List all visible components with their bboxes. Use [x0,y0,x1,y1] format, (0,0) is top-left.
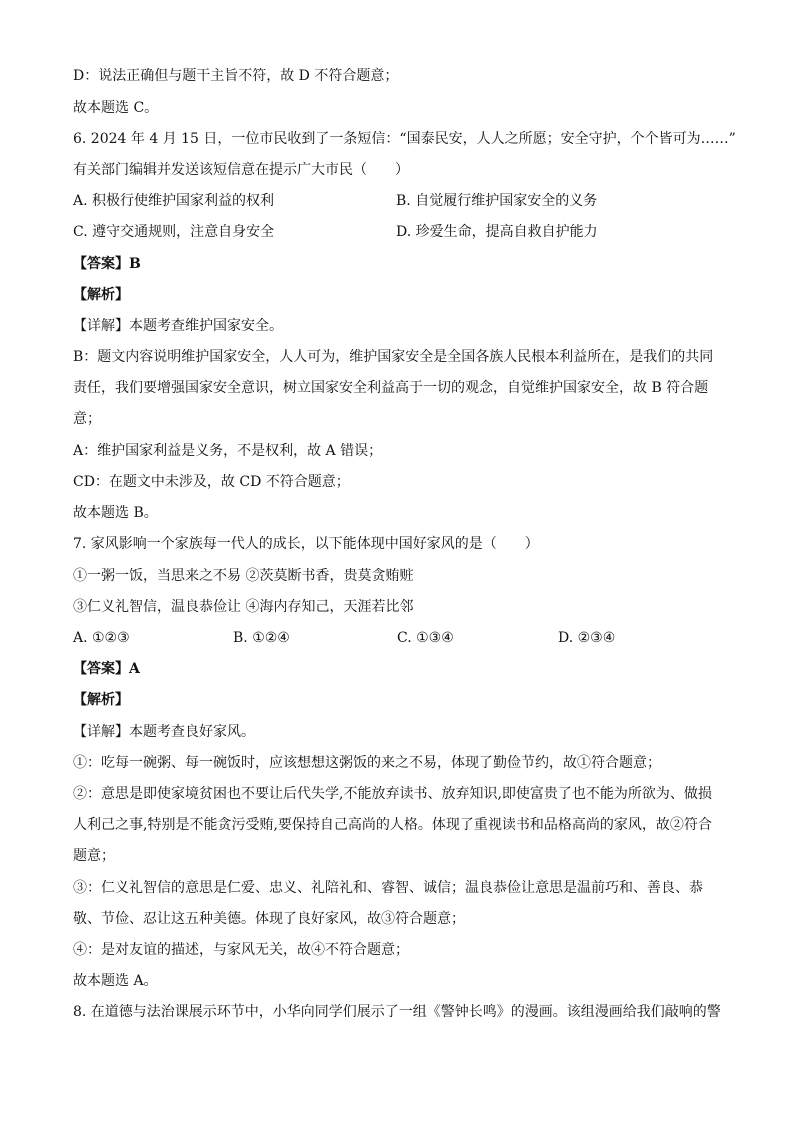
q6-conclusion: 故本题选 B。 [73,505,158,521]
q7-statement: ①一粥一饭，当思来之不易 ②茨莫断书香，贵莫贪贿赃 [73,568,414,584]
q6-explanation: 意； [73,411,101,427]
q7-explanation: 题意； [73,848,115,864]
q7-conclusion: 故本题选 A。 [73,973,158,989]
question-6-stem: 6. 2024 年 4 月 15 日，一位市民收到了一条短信：“国泰民安，人人之所愿；安全守护，个个皆可为……” [73,131,736,147]
text-line: 故本题选 C。 [73,100,159,116]
q7-explanation: ②：意思是即使家境贫困也不要让后代失学,不能放弃读书、放弃知识,即使富贵了也不能为所欲为、做损 [73,786,712,802]
text-line: D：说法正确但与题干主旨不符，故 D 不符合题意； [73,68,399,84]
q7-option-d: D. ②③④ [558,630,616,646]
q6-answer: 【答案】B [73,256,141,272]
question-8-stem: 8. 在道德与法治课展示环节中，小华向同学们展示了一组《警钟长鸣》的漫画。该组漫画给我们敲响的警 [73,1004,721,1020]
q6-option-c: C. 遵守交通规则，注意自身安全 [73,224,275,240]
question-7-stem: 7. 家风影响一个家族每一代人的成长，以下能体现中国好家风的是（ ） [73,536,539,552]
q6-option-b: B. 自觉履行维护国家安全的义务 [396,193,598,209]
q6-analysis-label: 【解析】 [73,287,129,303]
q6-option-a: A. 积极行使维护国家利益的权利 [73,193,275,209]
q7-explanation: 人利己之事,特别是不能贪污受贿,要保持自己高尚的人格。体现了重视读书和品格高尚的家风，故②符合 [73,817,712,833]
q7-explanation: ①：吃每一碗粥、每一碗饭时，应该想想这粥饭的来之不易，体现了勤俭节约，故①符合题意； [73,755,661,771]
q7-detail: 【详解】本题考查良好家风。 [73,724,255,740]
q6-option-d: D. 珍爱生命，提高自救自护能力 [396,224,598,240]
q7-explanation: 敬、节俭、忍让这五种美德。体现了良好家风，故③符合题意； [73,911,465,927]
question-6-stem-cont: 有关部门编辑并发送该短信意在提示广大市民（ ） [73,162,409,178]
q6-detail: 【详解】本题考查维护国家安全。 [73,318,283,334]
q7-statement: ③仁义礼智信，温良恭俭让 ④海内存知己，天涯若比邻 [73,599,414,615]
q6-explanation: B：题文内容说明维护国家安全，人人可为，维护国家安全是全国各族人民根本利益所在，是我们的共同 [73,349,714,365]
q7-option-b: B. ①②④ [233,630,290,646]
q6-explanation: 责任，我们要增强国家安全意识，树立国家安全利益高于一切的观念，自觉维护国家安全，故 B 符合题 [73,380,709,396]
q7-explanation: ④：是对友谊的描述，与家风无关，故④不符合题意； [73,942,409,958]
q7-explanation: ③：仁义礼智信的意思是仁爱、忠义、礼陪礼和、睿智、诚信；温良恭俭让意思是温前巧和、善良、恭 [73,880,703,896]
q7-answer: 【答案】A [73,661,140,677]
q7-analysis-label: 【解析】 [73,692,129,708]
q6-explanation: CD：在题文中未涉及，故 CD 不符合题意； [73,474,350,490]
q7-option-a: A. ①②③ [73,630,130,646]
q7-option-c: C. ①③④ [397,630,454,646]
q6-explanation: A：维护国家利益是义务，不是权利，故 A 错误； [73,443,383,459]
